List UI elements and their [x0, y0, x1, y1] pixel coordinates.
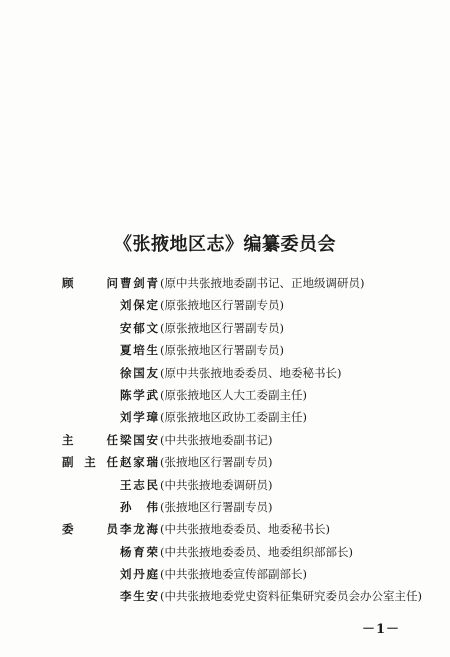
member-title-desc: (中共张掖地委副书记) — [160, 432, 273, 447]
member-role — [62, 429, 118, 451]
member-name — [120, 384, 158, 406]
member-title-desc: (原张掖地区政协工委副主任) — [160, 410, 307, 425]
member-title-desc: (原中共张掖地委副书记、正地级调研员) — [160, 276, 365, 290]
member-name-char: 生 — [133, 589, 145, 604]
member-row — [0, 563, 450, 585]
member-name-char: 赵 — [120, 455, 132, 470]
member-row — [0, 474, 450, 496]
member-title-desc: (原中共张掖地委委员、地委秘书长) — [160, 365, 342, 380]
member-name-char: 伟 — [146, 499, 158, 514]
member-name-char: 璋 — [146, 410, 158, 425]
member-role-char: 主 — [84, 455, 96, 470]
member-name-char: 国 — [133, 365, 145, 380]
member-role — [62, 518, 118, 540]
member-role — [62, 451, 118, 473]
member-title-desc: (中共张掖地委委员、地委秘书长) — [160, 522, 330, 537]
member-name — [120, 429, 158, 451]
member-row — [0, 429, 450, 451]
member-name — [120, 272, 158, 294]
member-role-char: 主 — [62, 432, 74, 447]
member-name-char: 剑 — [133, 276, 145, 290]
member-row — [0, 362, 450, 384]
member-name — [120, 362, 158, 384]
member-name-char: 庭 — [146, 567, 158, 582]
member-name — [120, 451, 158, 473]
member-name-char: 家 — [133, 455, 145, 470]
member-name — [120, 496, 158, 518]
member-title-desc: (原张掖地区行署副专员) — [160, 343, 284, 358]
member-title-desc: (原张掖地区行署副专员) — [160, 298, 284, 313]
member-row — [0, 406, 450, 428]
member-name-char: 保 — [133, 298, 145, 313]
member-role-char: 委 — [62, 522, 74, 537]
member-name-char: 友 — [146, 365, 158, 380]
member-name-char: 培 — [133, 343, 145, 358]
member-role-char: 顾 — [62, 276, 74, 290]
member-name-char: 徐 — [120, 365, 132, 380]
member-row — [0, 272, 450, 294]
member-name-char: 陈 — [120, 387, 132, 402]
member-name-char: 生 — [146, 343, 158, 358]
member-title-desc: (中共张掖地委委员、地委组织部部长) — [160, 544, 353, 559]
member-name-char: 李 — [120, 589, 132, 604]
member-name-char: 安 — [146, 589, 158, 604]
member-title-desc: (原张掖地区人大工委副主任) — [160, 387, 307, 402]
member-name-char: 武 — [146, 387, 158, 402]
member-name-char: 荣 — [146, 544, 158, 559]
member-name-char: 刘 — [120, 298, 132, 313]
member-title-desc: (张掖地区行署副专员) — [160, 455, 273, 470]
member-name-char: 夏 — [120, 343, 132, 358]
member-name-char: 刘 — [120, 410, 132, 425]
member-row — [0, 541, 450, 563]
member-name-char: 志 — [133, 477, 145, 492]
member-row — [0, 496, 450, 518]
member-name — [120, 317, 158, 339]
page-title: 《张掖地区志》编纂委员会 — [114, 234, 336, 255]
member-row — [0, 451, 450, 473]
member-row — [0, 339, 450, 361]
member-name-char: 李 — [120, 522, 132, 537]
member-name-char: 学 — [133, 410, 145, 425]
member-name-char: 安 — [120, 320, 132, 335]
member-name-char: 丹 — [133, 567, 145, 582]
member-name-char: 曹 — [120, 276, 132, 290]
member-name-char: 育 — [133, 544, 145, 559]
member-role — [62, 272, 118, 294]
committee-member-list — [0, 272, 450, 608]
member-row — [0, 384, 450, 406]
member-name — [120, 406, 158, 428]
member-name-char: 瑞 — [146, 455, 158, 470]
member-role-char: 任 — [106, 432, 118, 447]
member-title-desc: (中共张掖地委调研员) — [160, 477, 273, 492]
member-name-char: 郁 — [133, 320, 145, 335]
member-name — [120, 339, 158, 361]
member-name-char: 国 — [133, 432, 145, 447]
member-name — [120, 563, 158, 585]
member-row — [0, 518, 450, 540]
member-name — [120, 294, 158, 316]
member-name-char: 杨 — [120, 544, 132, 559]
member-name-char: 王 — [120, 477, 132, 492]
member-title-desc: (中共张掖地委党史资料征集研究委员会办公室主任) — [160, 589, 422, 604]
member-role-char: 副 — [62, 455, 74, 470]
member-role-char: 任 — [106, 455, 118, 470]
member-name-char: 安 — [146, 432, 158, 447]
member-name-char: 民 — [146, 477, 158, 492]
member-name-char: 青 — [146, 276, 158, 290]
member-title-desc: (原张掖地区行署副专员) — [160, 320, 284, 335]
member-name — [120, 518, 158, 540]
member-name-char: 龙 — [133, 522, 145, 537]
page-number: －1－ — [361, 622, 400, 637]
member-row — [0, 294, 450, 316]
member-name — [120, 474, 158, 496]
member-name-char: 孙 — [120, 499, 132, 514]
member-row — [0, 317, 450, 339]
member-role-char: 问 — [106, 276, 118, 290]
member-title-desc: (张掖地区行署副专员) — [160, 499, 273, 514]
member-name-char: 学 — [133, 387, 145, 402]
member-name-char: 海 — [146, 522, 158, 537]
member-name — [120, 541, 158, 563]
member-name — [120, 585, 158, 607]
member-row — [0, 585, 450, 607]
member-name-char: 文 — [146, 320, 158, 335]
member-role-char: 员 — [106, 522, 118, 537]
member-name-char: 定 — [146, 298, 158, 313]
member-title-desc: (中共张掖地委宣传部副部长) — [160, 567, 307, 582]
member-name-char: 刘 — [120, 567, 132, 582]
member-name-char: 梁 — [120, 432, 132, 447]
